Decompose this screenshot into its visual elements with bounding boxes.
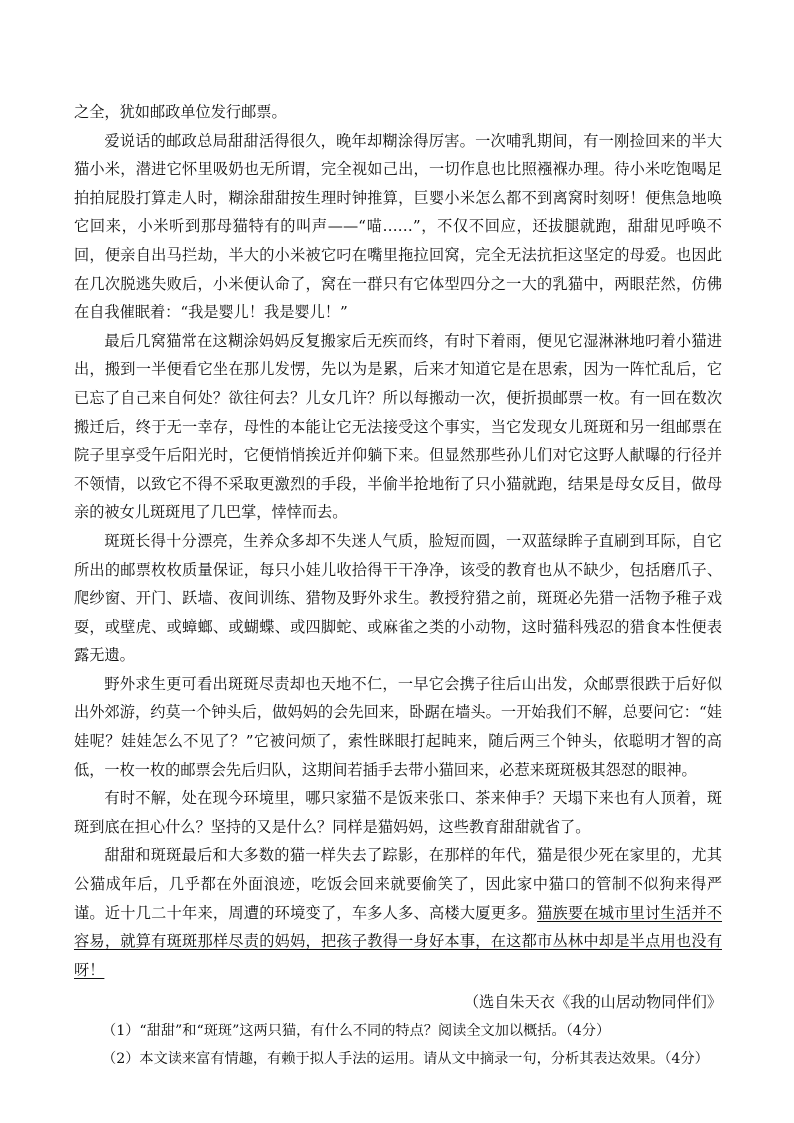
paragraph-5: 有时不解，处在现今环境里，哪只家猫不是饭来张口、茶来伸手？天塌下来也有人顶着，斑斑到底在担心什么？坚持的又是什么？同样是猫妈妈，这些教育甜甜就省了。: [74, 789, 722, 836]
question-2: （2）本文读来富有情趣，有赖于拟人手法的运用。请从文中摘录一句，分析其表达效果。（4分）: [102, 1051, 709, 1067]
paragraph-2: 最后几窝猫常在这糊涂妈妈反复搬家后无疾而终，有时下着雨，便见它湿淋淋地叼着小猫进出，搬到一半便看它坐在那儿发愣，先以为是累，后来才知道它是在思索，因为一阵忙乱后，它已忘了自己来自何处？欲往何去？儿女几许？所以每搬动一次，便折损邮票一枚。有一回在数次搬迁后，终于无一幸存，母性的本能让它无法接受这个事实，当它发现女儿斑斑和另一组邮票在院子里享受午后阳光时，它便悄悄挨近并仰躺下来。但显然那些孙儿们对它这野人献曝的行径并不领情，以致它不得不采取更激烈的手段，半偷半抢地衔了只小猫就跑，结果是母女反目，做母亲的被女儿斑斑甩了几巴掌，悻悻而去。: [74, 331, 722, 522]
paragraph-4: 野外求生更可看出斑斑尽责却也天地不仁，一早它会携子往后山出发，众邮票很跌于后好似出外郊游，约莫一个钟头后，做妈妈的会先回来，卧踞在墙头。一开始我们不解，总要问它：“娃娃呢？娃娃怎么不见了？”它被问烦了，索性眯眼打起盹来，随后两三个钟头，依聪明才智的高低，一枚一枚的邮票会先后归队，这期间若插手去带小猫回来，必惹来斑斑极其怨怼的眼神。: [74, 674, 722, 779]
paragraph-0: 之全，犹如邮政单位发行邮票。: [74, 103, 287, 121]
paragraph-1: 爱说话的邮政总局甜甜活得很久，晚年却糊涂得厉害。一次哺乳期间，有一刚捡回来的半大猫小米，潜进它怀里吸奶也无所谓，完全视如己出，一切作息也比照襁褓办理。待小米吃饱喝足拍拍屁股打算走人时，糊涂甜甜按生理时钟推算，巨婴小米怎么都不到离窝时刻呀！便焦急地唤它回来，小米听到那母猫特有的叫声——“喵……”，不仅不回应，还拔腿就跑，甜甜见呼唤不回，便亲自出马拦劫，半大的小米被它叼在嘴里拖拉回窝，完全无法抗拒这坚定的母爱。也因此在几次脱逃失败后，小米便认命了，窝在一群只有它体型四分之一大的乳猫中，两眼茫然，仿佛在自我催眠着：“我是婴儿！我是婴儿！”: [74, 131, 722, 322]
paragraph-3: 斑斑长得十分漂亮，生养众多却不失迷人气质，脸短而圆，一双蓝绿眸子直刷到耳际，自它所出的邮票枚枚质量保证，每只小娃儿收拾得干干净净，该受的教育也从不缺少，包括磨爪子、爬纱窗、开门、跃墙、夜间训练、猎物及野外求生。教授狩猎之前，斑斑必先猎一活物予稚子戏耍，或壁虎、或蟑螂、或蝴蝶、或四脚蛇、或麻雀之类的小动物，这时猫科残忍的猎食本性便表露无遗。: [74, 531, 722, 665]
underlined-sentence: 猫族要在城市里讨生活并不容易，就算有斑斑那样尽责的妈妈，把孩子教得一身好本事，在这都市丛林中却是半点用也没有呀！: [74, 903, 723, 979]
paragraph-6-text: 甜甜和斑斑最后和大多数的猫一样失去了踪影，在那样的年代，猫是很少死在家里的，尤其公猫成年后，几乎都在外面浪迹，吃饭会回来就要偷笑了，因此家中猫口的管制不似狗来得严谨。近十几二十年来，周遭的环境变了，车多人多、高楼大厦更多。: [74, 846, 722, 922]
paragraph-6: [74, 841, 722, 984]
document-page: [74, 98, 722, 1073]
source-citation: （选自朱天衣《我的山居动物同伴们》: [463, 993, 722, 1012]
question-1: （1）“甜甜”和“斑斑”这两只猫，有什么不同的特点？阅读全文加以概括。（4分）: [102, 1023, 611, 1039]
